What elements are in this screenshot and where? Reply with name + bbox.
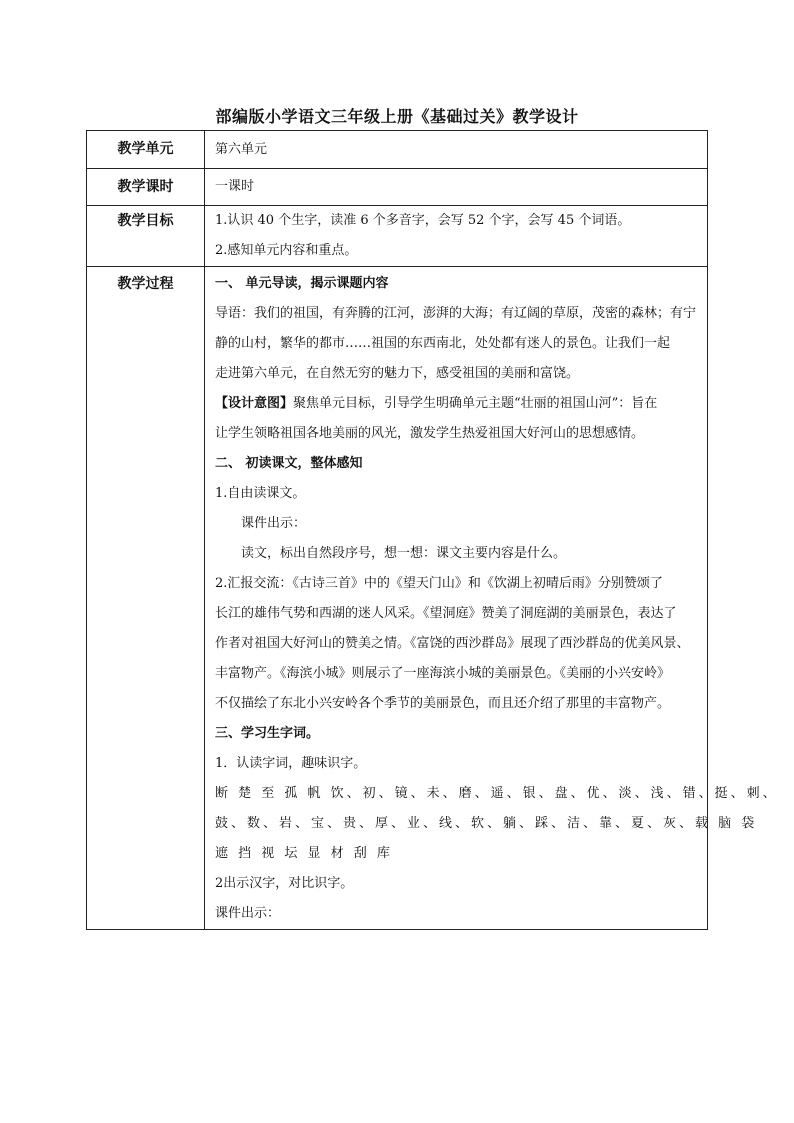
design-intent-line: 让学生领略祖国各地美丽的风光，激发学生热爱祖国大好河山的思想感情。: [215, 426, 645, 441]
value-hours: 一课时: [205, 169, 708, 206]
report-line: 不仅描绘了东北小兴安岭各个季节的美丽景色，而且还介绍了那里的丰富物产。: [215, 696, 671, 711]
goal-line: 1.认识 40 个生字，读准 6 个多音字，会写 52 个字，会写 45 个词语。: [215, 213, 631, 228]
lesson-plan-table: [86, 130, 779, 930]
char-line: 鼓、数、岩、宝、贵、厚、业、线、软、躺、踩、洁、靠、夏、灰、载 脑 袋: [215, 816, 758, 831]
intro-line: 走进第六单元，在自然无穷的魅力下，感受祖国的美丽和富饶。: [215, 366, 580, 381]
section3-heading: 三、学习生字词。: [215, 726, 320, 741]
read-task: 读文，标出自然段序号，想一想：课文主要内容是什么。: [241, 546, 567, 561]
value-process: [205, 267, 779, 930]
char-line: 断 楚 至 孤 帆 饮、初、镜、未、磨、遥、银、盘、优、淡、浅、错、挺、刺、: [215, 786, 779, 801]
table-row-unit: [87, 131, 708, 169]
value-goals: [205, 206, 708, 267]
courseware-label: 课件出示：: [241, 516, 307, 531]
table-row-hours: [87, 169, 708, 206]
words-item: 1．认读字词，趣味识字。: [215, 756, 367, 771]
read-item: 1.自由读课文。: [215, 486, 306, 501]
goal-line: 2.感知单元内容和重点。: [215, 243, 358, 258]
value-unit: 第六单元: [205, 131, 708, 169]
char-line: 遮 挡 视 坛 显 材 刮 库: [215, 846, 393, 861]
design-intent-text: 聚焦单元目标，引导学生明确单元主题“壮丽的祖国山河”：旨在: [293, 396, 658, 411]
compare-item: 2出示汉字，对比识字。: [215, 876, 354, 891]
report-line: 长江的雄伟气势和西湖的迷人风采。《望洞庭》赞美了洞庭湖的美丽景色，表达了: [215, 606, 677, 621]
intro-line: 静的山村，繁华的都市……祖国的东西南北，处处都有迷人的景色。让我们一起: [215, 336, 671, 351]
design-intent-tag: 【设计意图】: [215, 396, 294, 411]
report-line: 丰富物产。《海滨小城》则展示了一座海滨小城的美丽景色。《美丽的小兴安岭》: [215, 666, 671, 681]
label-process: 教学过程: [87, 267, 205, 930]
report-line: 2.汇报交流：《古诗三首》中的《望天门山》和《饮湖上初晴后雨》分别赞颂了: [215, 576, 663, 591]
section2-heading: 二、 初读课文，整体感知: [215, 456, 363, 471]
label-hours: 教学课时: [87, 169, 205, 206]
page-title: 部编版小学语文三年级上册《基础过关》教学设计: [215, 107, 579, 126]
label-goals: 教学目标: [87, 206, 205, 267]
courseware-label: 课件出示：: [215, 906, 281, 921]
report-line: 作者对祖国大好河山的赞美之情。《富饶的西沙群岛》展现了西沙群岛的优美风景、: [215, 636, 690, 651]
label-unit: 教学单元: [87, 131, 205, 169]
table-row-process: [87, 267, 708, 930]
table-row-goals: [87, 206, 708, 267]
intro-line: 导语：我们的祖国，有奔腾的江河，澎湃的大海；有辽阔的草原，茂密的森林；有宁: [215, 306, 697, 321]
section1-heading: 一、 单元导读，揭示课题内容: [215, 276, 389, 291]
design-intent-line: [215, 389, 703, 419]
